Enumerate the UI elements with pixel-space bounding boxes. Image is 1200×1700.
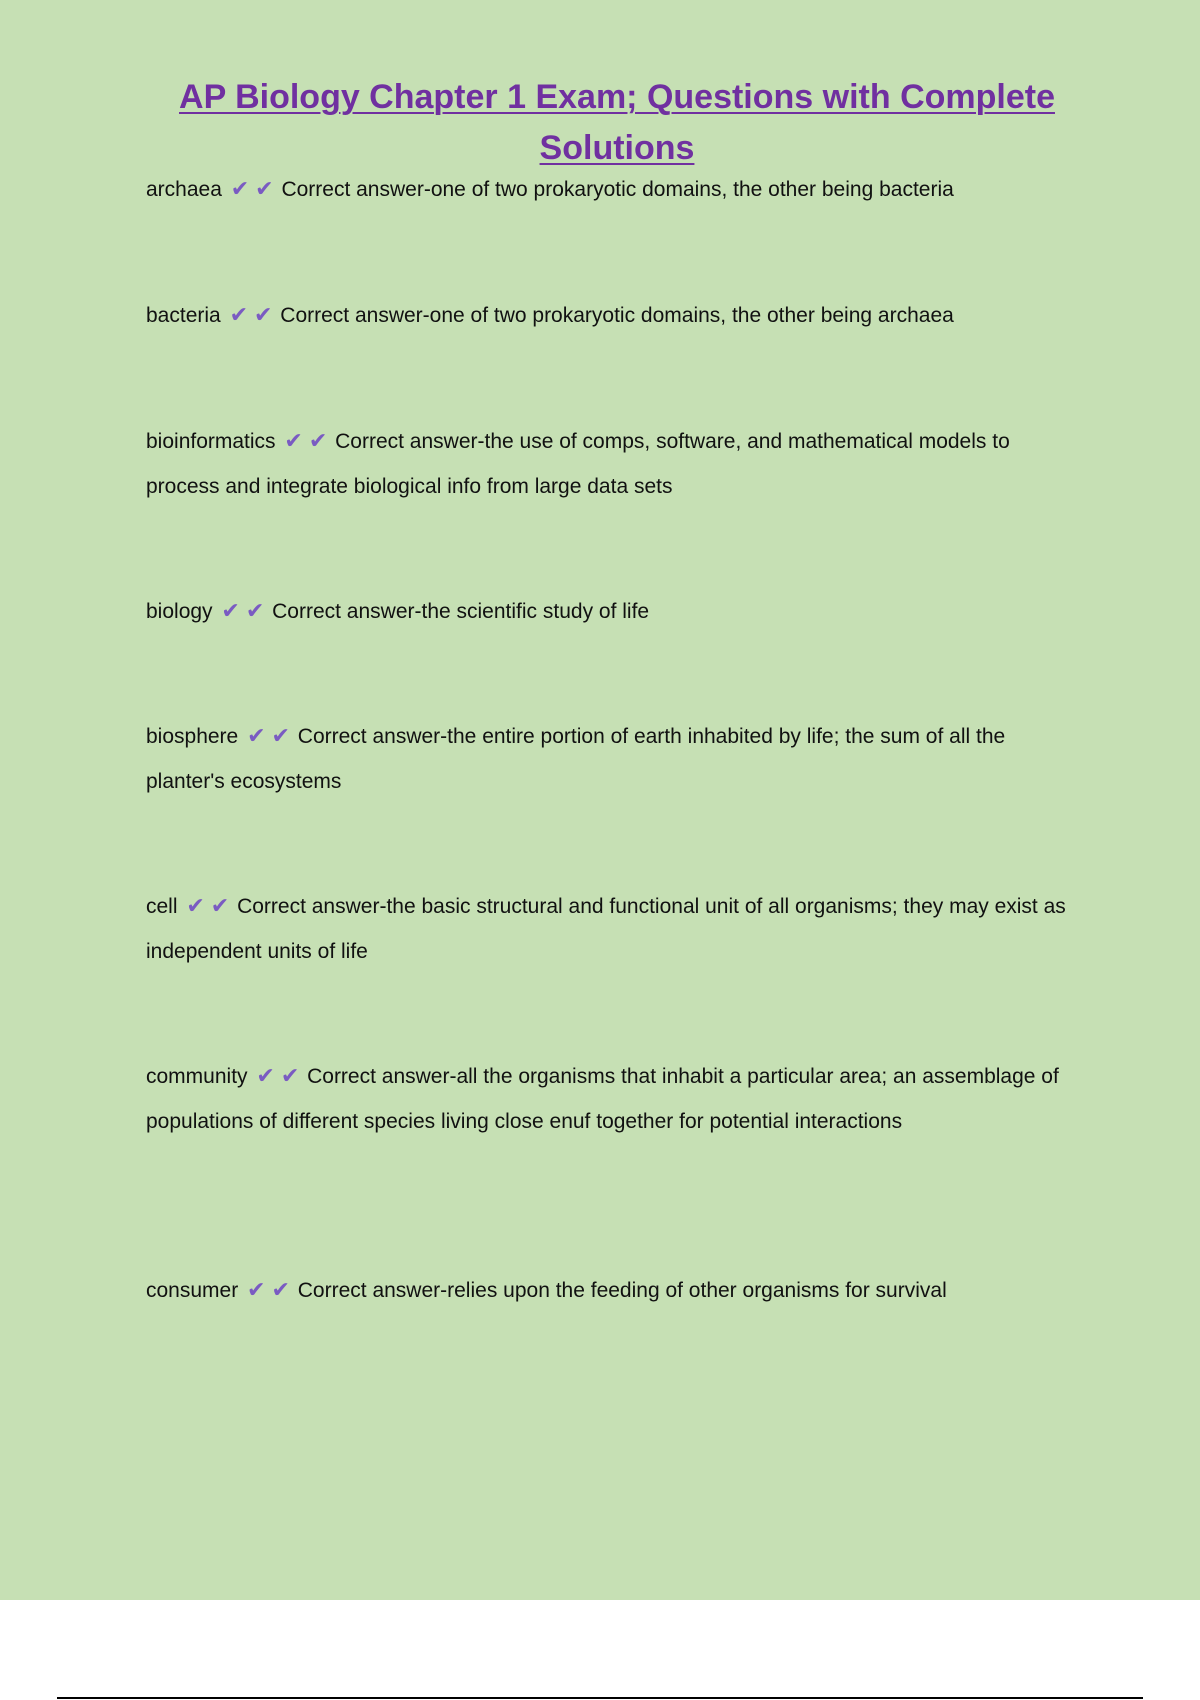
- list-item: [146, 1053, 1086, 1144]
- checkmark-icon: ✔: [229, 302, 248, 327]
- term-label: biology: [146, 600, 213, 623]
- answer-text: Correct answer-relies upon the feeding of other organisms for survival: [297, 1279, 947, 1302]
- checkmark-icon: ✔: [308, 428, 328, 453]
- list-item: [146, 418, 1086, 509]
- checkmark-icon: ✔: [280, 1063, 300, 1088]
- answer-text: Correct answer-the entire portion of earth inhabited by life; the sum of all the planter's ecosystems: [146, 725, 1006, 793]
- checkmark-icon: ✔: [210, 893, 230, 918]
- checkmark-icon: ✔: [245, 598, 265, 623]
- checkmark-icon: ✔: [271, 1277, 290, 1302]
- checkmark-icon: ✔: [221, 598, 240, 623]
- checkmark-icon: ✔: [186, 893, 205, 918]
- checkmark-icon: ✔: [230, 176, 250, 201]
- answer-text: Correct answer-the basic structural and functional unit of all organisms; they may exist as independent units of life: [146, 895, 1066, 963]
- footer-rule: [57, 1697, 1143, 1699]
- list-item: [146, 883, 1086, 974]
- term-label: community: [146, 1065, 248, 1088]
- list-item: [146, 166, 1086, 212]
- term-label: consumer: [146, 1279, 239, 1302]
- term-label: cell: [146, 895, 178, 918]
- term-label: archaea: [146, 178, 222, 201]
- checkmark-icon: ✔: [255, 176, 274, 201]
- list-item: [146, 588, 1086, 634]
- checkmark-icon: ✔: [256, 1063, 275, 1088]
- checkmark-icon: ✔: [254, 302, 273, 327]
- term-label: bacteria: [146, 304, 221, 327]
- checkmark-icon: ✔: [284, 428, 303, 453]
- checkmark-icon: ✔: [271, 723, 290, 748]
- checkmark-icon: ✔: [247, 1277, 266, 1302]
- term-label: bioinformatics: [146, 430, 276, 453]
- list-item: [146, 713, 1086, 804]
- answer-text: Correct answer-the use of comps, software, and mathematical models to process and integrate biological info from large data sets: [146, 430, 1010, 498]
- checkmark-icon: ✔: [247, 723, 266, 748]
- list-item: [146, 1267, 1086, 1313]
- answer-text: Correct answer-one of two prokaryotic domains, the other being archaea: [280, 304, 954, 327]
- page-title: AP Biology Chapter 1 Exam; Questions with Complete Solutions: [179, 78, 1055, 167]
- answer-text: Correct answer-all the organisms that inhabit a particular area; an assemblage of populations of different species living close enuf together for potential interactions: [146, 1065, 1059, 1133]
- answer-text: Correct answer-one of two prokaryotic domains, the other being bacteria: [281, 178, 954, 201]
- list-item: [146, 292, 1086, 338]
- answer-text: Correct answer-the scientific study of life: [272, 600, 650, 623]
- term-label: biosphere: [146, 725, 239, 748]
